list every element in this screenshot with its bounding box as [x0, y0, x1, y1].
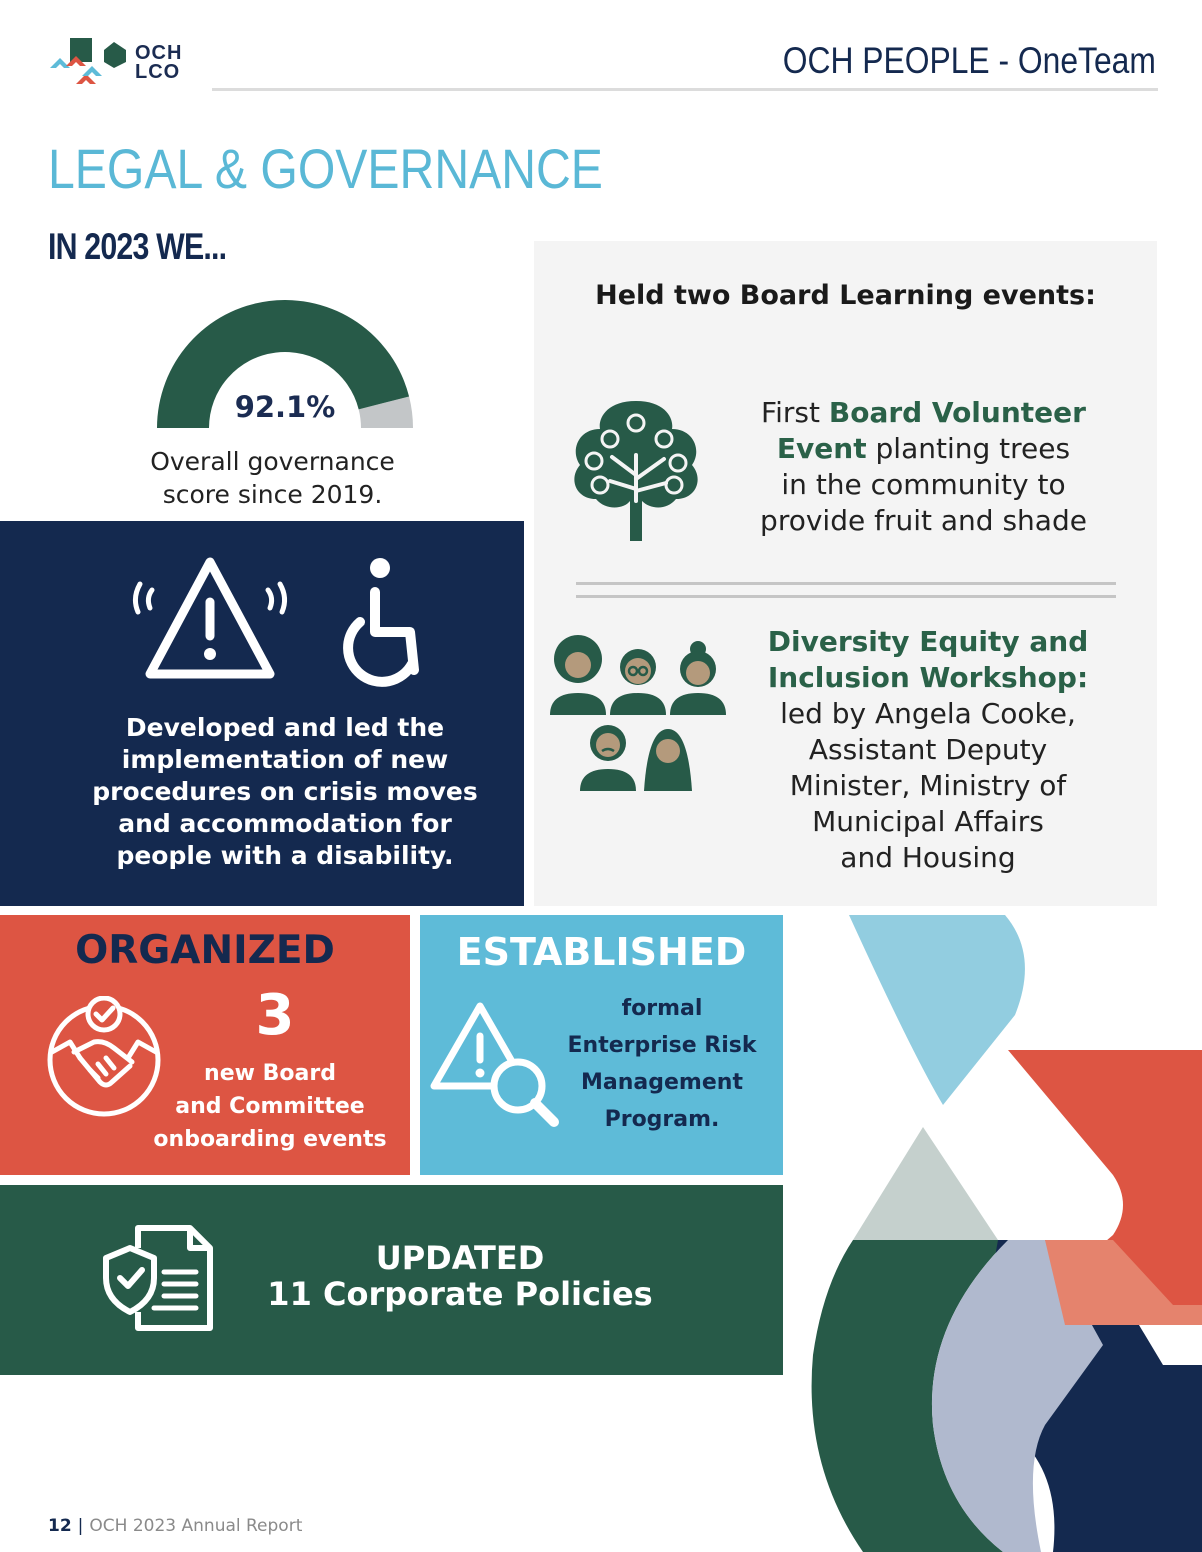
- events-divider: [576, 582, 1116, 598]
- wheelchair-icon: [348, 558, 414, 682]
- page-number: 12: [48, 1516, 72, 1536]
- organized-count: 3: [255, 983, 295, 1048]
- crisis-procedures-text: Developed and led the implementation of new procedures on crisis moves and accommodation for people with a disability.: [92, 713, 478, 870]
- organized-description: new Board and Committee onboarding events: [153, 1061, 387, 1152]
- diverse-people-icon: [548, 633, 728, 798]
- logo-text: OCH LCO: [135, 42, 183, 83]
- footer-report-name: OCH 2023 Annual Report: [89, 1516, 303, 1536]
- page-footer: [48, 1516, 302, 1536]
- fruit-tree-icon: [566, 395, 706, 545]
- header-divider: [212, 88, 1158, 91]
- footer-separator: |: [77, 1516, 84, 1536]
- header-title: OCH PEOPLE - OneTeam: [782, 40, 1156, 81]
- policy-document-shield-icon: [98, 1222, 216, 1334]
- governance-score-caption: Overall governance score since 2019.: [150, 447, 395, 509]
- board-learning-title: Held two Board Learning events:: [595, 280, 1096, 311]
- risk-search-icon: [428, 1000, 563, 1128]
- organized-title: ORGANIZED: [75, 928, 335, 973]
- dei-workshop-text: Diversity Equity and Inclusion Workshop: led by Angela Cooke, Assistant Deputy Minister, Ministry of Municipal Affairs and Housing: [767, 625, 1089, 874]
- page-title: LEGAL & GOVERNANCE: [48, 137, 603, 200]
- crisis-icons: [130, 552, 430, 692]
- established-description: formal Enterprise Risk Management Program.: [567, 996, 757, 1132]
- updated-policies-text: UPDATED 11 Corporate Policies: [267, 1239, 653, 1313]
- board-volunteer-event-text: First Board Volunteer Event planting trees in the community to provide fruit and shade: [760, 396, 1087, 537]
- decorative-shapes: [783, 905, 1202, 1552]
- section-subtitle: IN 2023 WE...: [48, 226, 227, 267]
- established-title: ESTABLISHED: [456, 930, 747, 974]
- governance-score-value: 92.1%: [234, 390, 336, 424]
